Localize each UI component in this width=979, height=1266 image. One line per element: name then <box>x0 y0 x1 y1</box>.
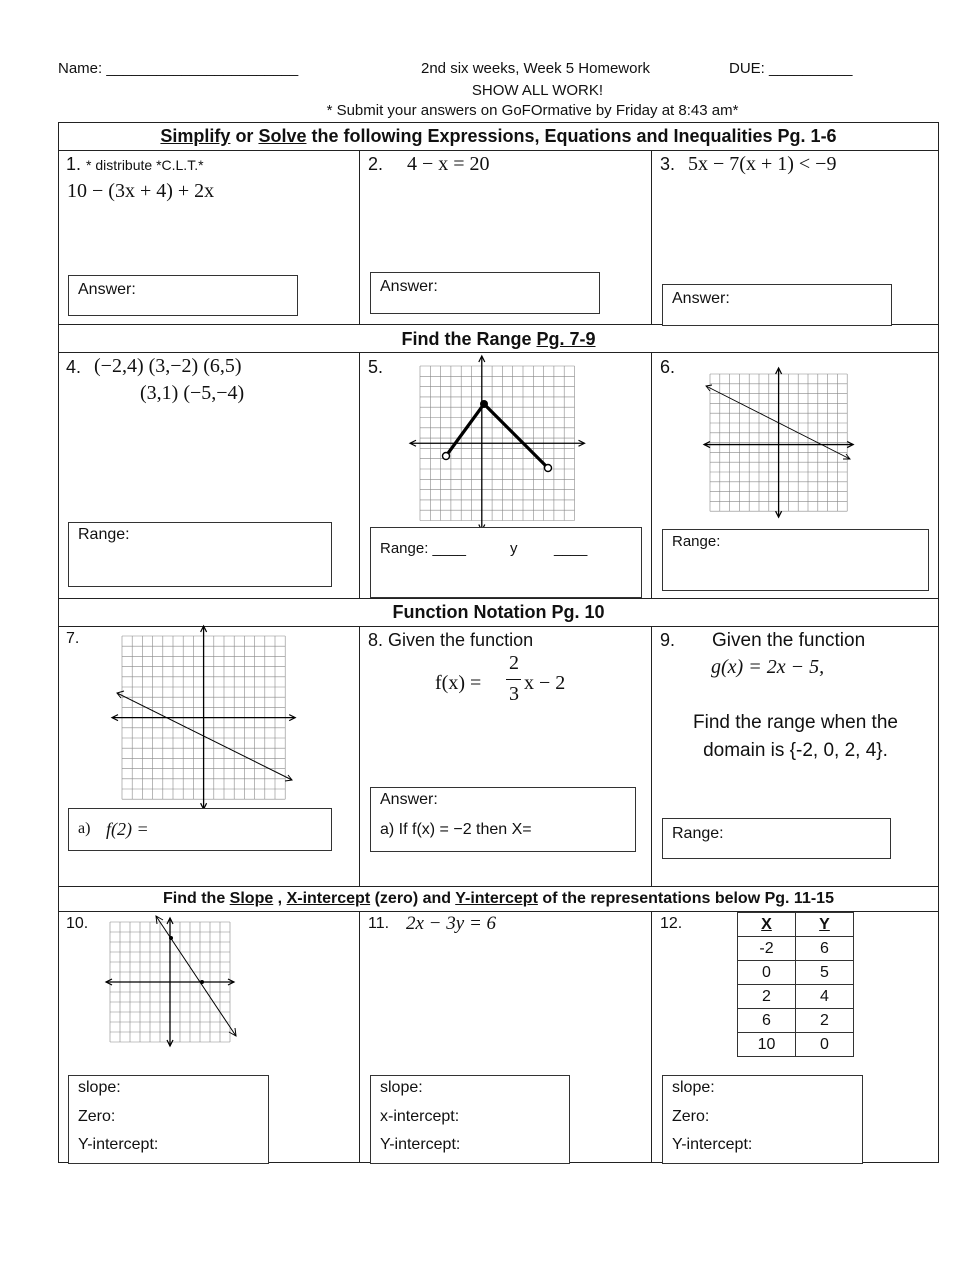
question-5-number: 5. <box>368 357 384 377</box>
question-11-equation: 2x − 3y = 6 <box>406 913 497 934</box>
open-endpoint <box>443 453 450 460</box>
table-row: -2 6 <box>738 937 854 961</box>
question-1-number: 1. * distribute *C.L.T.* <box>66 154 204 174</box>
answer-box-3[interactable]: Answer: <box>662 284 892 326</box>
question-8-fraction-denominator: 3 <box>509 683 519 705</box>
question-5-graph <box>410 366 586 524</box>
range-box-5[interactable]: Range: ____ y ____ <box>370 527 642 598</box>
question-8-fraction-numerator: 2 <box>509 652 519 674</box>
xy-table-header-y: Y <box>796 913 854 937</box>
answer-box-11[interactable]: slope: x-intercept: Y-intercept: <box>370 1075 570 1164</box>
question-8-fraction-bar <box>506 679 521 680</box>
question-2-number: 2. <box>368 154 384 174</box>
show-work-note: SHOW ALL WORK! <box>471 82 604 99</box>
question-9-instruction-line1: Find the range when the <box>693 712 898 733</box>
answer-box-1[interactable]: Answer: <box>68 275 298 316</box>
answer-box-12[interactable]: slope: Zero: Y-intercept: <box>662 1075 863 1164</box>
section-title-simplify-solve: Simplify or Solve the following Expressions, Equations and Inequalities Pg. 1-6 <box>160 126 837 146</box>
question-6-graph <box>702 366 858 520</box>
assignment-title: 2nd six weeks, Week 5 Homework <box>421 60 650 77</box>
graph-line <box>117 693 292 780</box>
open-endpoint <box>545 465 552 472</box>
question-12-xy-table <box>737 912 854 1057</box>
question-3-expression: 5x − 7(x + 1) < −9 <box>688 153 837 175</box>
due-field[interactable]: DUE: __________ <box>729 60 853 77</box>
table-row: 0 5 <box>738 961 854 985</box>
question-8-lhs: f(x) = <box>435 672 482 694</box>
question-9-expression: g(x) = 2x − 5, <box>711 656 825 678</box>
question-7-graph <box>112 624 298 810</box>
question-2-expression: 4 − x = 20 <box>407 153 490 175</box>
question-12-number: 12. <box>660 915 683 932</box>
section-title-slope-intercepts: Find the Slope , X-intercept (zero) and Y-intercept of the representations below Pg. 11-15 <box>163 890 834 907</box>
range-box-6[interactable]: Range: <box>662 529 929 591</box>
line-point <box>200 980 204 984</box>
question-11-number: 11. <box>368 915 390 932</box>
answer-box-8[interactable]: Answer: a) If f(x) = −2 then X= <box>370 787 636 852</box>
line-point <box>169 936 173 940</box>
question-8-number: 8. Given the function <box>368 630 534 650</box>
graph-line <box>156 916 236 1036</box>
section-title-function-notation: Function Notation Pg. 10 <box>392 602 605 622</box>
question-8-rhs: x − 2 <box>524 672 566 694</box>
closed-vertex <box>480 400 488 408</box>
range-box-9[interactable]: Range: <box>662 818 891 859</box>
question-10-number: 10. <box>66 915 89 932</box>
table-row: 10 0 <box>738 1033 854 1057</box>
section-title-range: Find the Range Pg. 7-9 <box>401 329 596 349</box>
question-1-expression: 10 − (3x + 4) + 2x <box>67 180 215 202</box>
question-3-number: 3. <box>660 154 676 174</box>
question-4-points-line1: (−2,4) (3,−2) (6,5) <box>94 355 242 377</box>
question-4-number: 4. <box>66 357 82 377</box>
question-4-points-line2: (3,1) (−5,−4) <box>140 382 245 404</box>
answer-box-10[interactable]: slope: Zero: Y-intercept: <box>68 1075 269 1164</box>
table-row: 6 2 <box>738 1009 854 1033</box>
question-7-number: 7. <box>66 630 80 647</box>
answer-box-7[interactable]: a) f(2) = <box>68 808 332 851</box>
table-row: 2 4 <box>738 985 854 1009</box>
question-9-given: Given the function <box>712 630 866 651</box>
line-arrow <box>843 454 850 459</box>
name-field[interactable]: Name: _______________________ <box>58 60 299 77</box>
question-9-instruction-line2: domain is {-2, 0, 2, 4}. <box>703 740 888 761</box>
range-box-4[interactable]: Range: <box>68 522 332 587</box>
answer-box-2[interactable]: Answer: <box>370 272 600 314</box>
submit-note: * Submit your answers on GoFOrmative by Friday at 8:43 am* <box>326 102 739 119</box>
xy-table-header-x: X <box>738 913 796 937</box>
question-10-graph <box>106 914 240 1048</box>
question-9-number: 9. <box>660 630 676 650</box>
question-6-number: 6. <box>660 357 676 377</box>
